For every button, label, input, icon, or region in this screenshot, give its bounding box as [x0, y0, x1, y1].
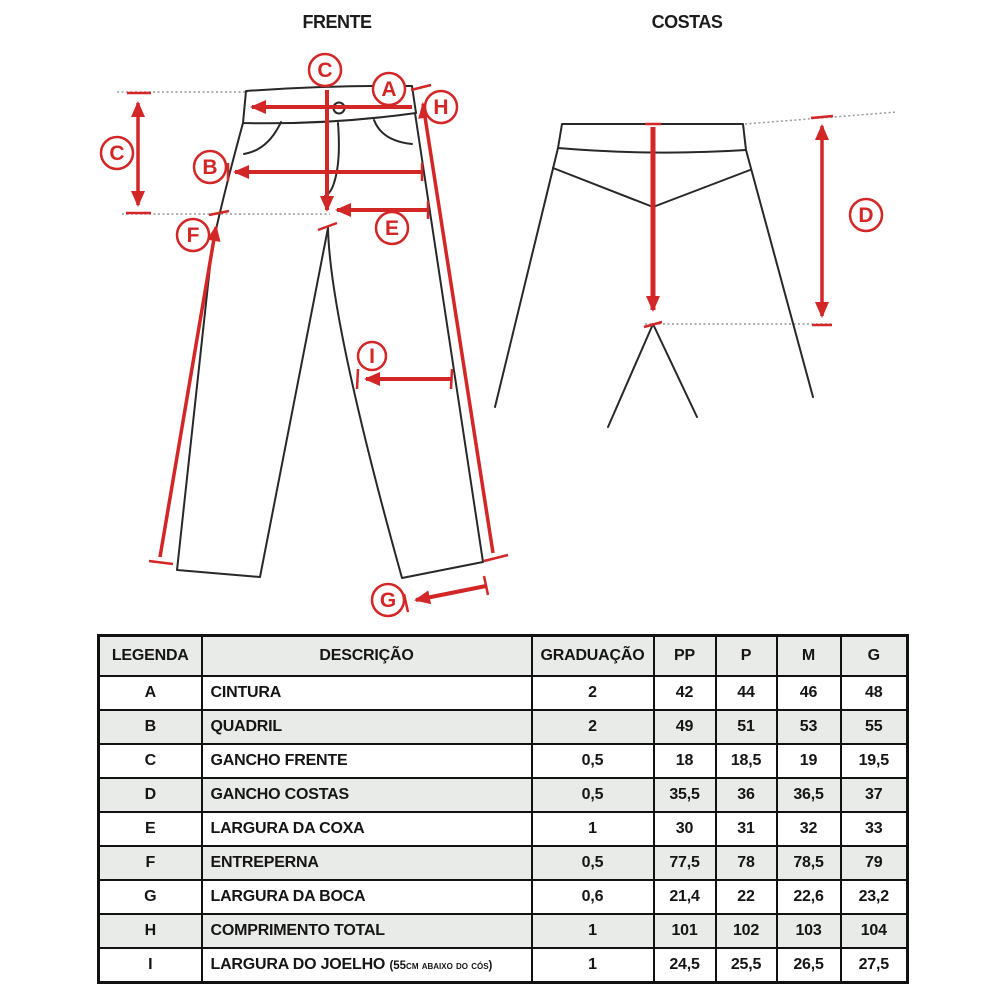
measure-i-right-tick [451, 369, 452, 389]
col-header-pp: PP [654, 636, 716, 677]
cell-description [202, 710, 532, 744]
cell-p: 36 [716, 778, 777, 812]
cell-g: 23,2 [841, 880, 908, 914]
cell-legend: F [99, 846, 202, 880]
cell-m: 32 [777, 812, 841, 846]
cell-g: 27,5 [841, 948, 908, 983]
description-text: LARGURA DA BOCA [210, 888, 366, 905]
cell-description [202, 744, 532, 778]
back-right-side-seam [746, 150, 813, 397]
table-row [99, 778, 908, 812]
front-left-leg-outline [177, 123, 328, 577]
cell-g: 55 [841, 710, 908, 744]
front-diagram [101, 54, 508, 616]
cell-pp: 49 [654, 710, 716, 744]
cell-graduation: 1 [532, 812, 654, 846]
label-letter-f: F [186, 224, 200, 247]
measure-d-top-tick [811, 116, 833, 118]
label-letter-c-top: C [317, 59, 333, 82]
measure-line-g [416, 586, 486, 600]
cell-m: 26,5 [777, 948, 841, 983]
measure-h-bottom-tick [484, 555, 508, 561]
label-letter-h: H [433, 96, 449, 119]
label-letter-b: B [202, 156, 218, 179]
cell-description [202, 914, 532, 948]
cell-description [202, 676, 532, 710]
cell-graduation: 2 [532, 676, 654, 710]
label-letter-e: E [384, 217, 400, 240]
table-header-row [99, 636, 908, 677]
cell-m: 22,6 [777, 880, 841, 914]
table-row [99, 880, 908, 914]
col-header-description: DESCRIÇÃO [202, 636, 532, 677]
cell-description [202, 778, 532, 812]
size-table [97, 634, 909, 984]
cell-p: 102 [716, 914, 777, 948]
measure-f-bottom-tick [149, 561, 173, 564]
back-left-side-seam [495, 148, 558, 407]
cell-m: 46 [777, 676, 841, 710]
cell-p: 44 [716, 676, 777, 710]
right-pocket-curve [374, 120, 412, 144]
cell-p: 25,5 [716, 948, 777, 983]
col-header-graduation: GRADUAÇÃO [532, 636, 654, 677]
cell-pp: 77,5 [654, 846, 716, 880]
cell-g: 33 [841, 812, 908, 846]
description-text: ENTREPERNA [210, 854, 319, 871]
description-text: LARGURA DA COXA [210, 820, 365, 837]
cell-graduation: 0,5 [532, 846, 654, 880]
table-row [99, 676, 908, 710]
description-note: (55cm abaixo do cós) [389, 960, 493, 972]
description-text: GANCHO FRENTE [210, 752, 348, 769]
description-text: GANCHO COSTAS [210, 786, 349, 803]
table-row [99, 846, 908, 880]
cell-legend: G [99, 880, 202, 914]
cell-pp: 35,5 [654, 778, 716, 812]
cell-description [202, 846, 532, 880]
cell-pp: 21,4 [654, 880, 716, 914]
cell-m: 36,5 [777, 778, 841, 812]
cell-legend: B [99, 710, 202, 744]
description-text: QUADRIL [210, 718, 282, 735]
cell-p: 22 [716, 880, 777, 914]
cell-legend: H [99, 914, 202, 948]
cell-g: 104 [841, 914, 908, 948]
cell-legend: E [99, 812, 202, 846]
cell-graduation: 0,5 [532, 744, 654, 778]
cell-m: 53 [777, 710, 841, 744]
measure-i-left-tick [357, 369, 358, 389]
label-letter-i: I [369, 345, 375, 368]
back-diagram [495, 112, 897, 427]
cell-pp: 101 [654, 914, 716, 948]
cell-legend: A [99, 676, 202, 710]
cell-p: 51 [716, 710, 777, 744]
cell-g: 37 [841, 778, 908, 812]
cell-m: 19 [777, 744, 841, 778]
col-header-p: P [716, 636, 777, 677]
cell-p: 18,5 [716, 744, 777, 778]
cell-m: 103 [777, 914, 841, 948]
table-row [99, 744, 908, 778]
cell-p: 31 [716, 812, 777, 846]
label-letter-g: G [379, 589, 397, 612]
cell-legend: D [99, 778, 202, 812]
cell-g: 48 [841, 676, 908, 710]
cell-pp: 30 [654, 812, 716, 846]
col-header-m: M [777, 636, 841, 677]
left-pocket-curve [244, 122, 281, 154]
back-view-title: COSTAS [651, 12, 723, 32]
measure-line-h [423, 104, 493, 553]
table-row [99, 948, 908, 983]
cell-pp: 18 [654, 744, 716, 778]
cell-g: 79 [841, 846, 908, 880]
table-row [99, 710, 908, 744]
col-header-legend: LEGENDA [99, 636, 202, 677]
cell-graduation: 0,6 [532, 880, 654, 914]
description-text: COMPRIMENTO TOTAL [210, 922, 385, 939]
cell-description [202, 812, 532, 846]
back-inner-leg-seams [608, 324, 697, 427]
cell-legend: C [99, 744, 202, 778]
measure-line-f [160, 227, 216, 557]
cell-graduation: 1 [532, 948, 654, 983]
label-letter-c-left: C [109, 142, 125, 165]
col-header-g: G [841, 636, 908, 677]
table-row [99, 812, 908, 846]
cell-pp: 42 [654, 676, 716, 710]
cell-pp: 24,5 [654, 948, 716, 983]
front-view-title: FRENTE [302, 12, 372, 32]
label-letter-d: D [858, 204, 874, 227]
cell-graduation: 2 [532, 710, 654, 744]
cell-description [202, 880, 532, 914]
cell-p: 78 [716, 846, 777, 880]
description-text: LARGURA DO JOELHO [210, 956, 386, 973]
measure-h-top-tick [411, 85, 431, 90]
table-row [99, 914, 908, 948]
cell-legend: I [99, 948, 202, 983]
description-text: CINTURA [210, 684, 282, 701]
cell-description [202, 948, 532, 983]
cell-graduation: 0,5 [532, 778, 654, 812]
cell-graduation: 1 [532, 914, 654, 948]
cell-g: 19,5 [841, 744, 908, 778]
label-letter-a: A [381, 78, 397, 101]
cell-m: 78,5 [777, 846, 841, 880]
